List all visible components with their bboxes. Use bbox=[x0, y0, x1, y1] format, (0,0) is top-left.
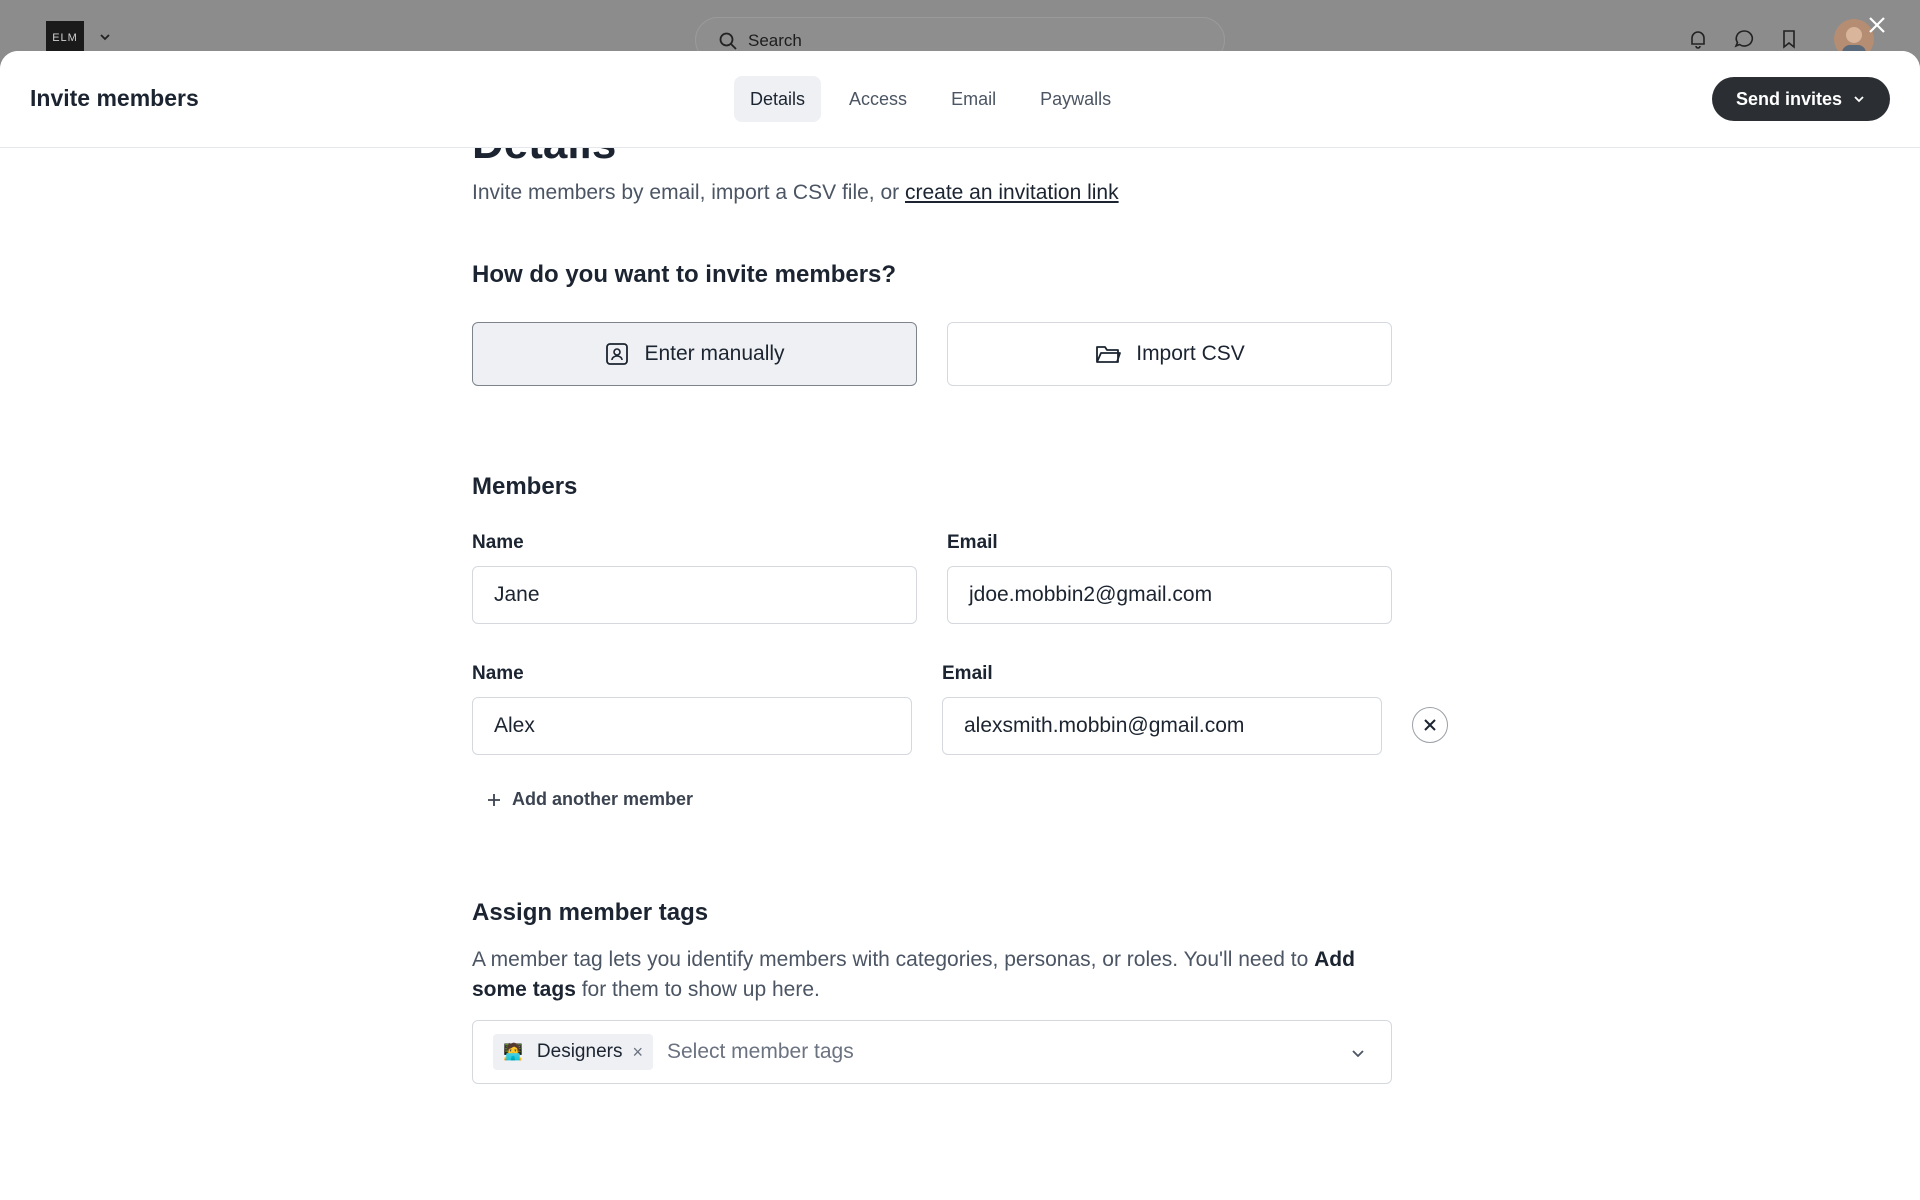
search-placeholder: Search bbox=[748, 31, 802, 50]
tags-desc-suffix: for them to show up here. bbox=[575, 978, 820, 1001]
chat-icon bbox=[1733, 28, 1755, 50]
member-1-email-input[interactable]: jdoe.mobbin2@gmail.com bbox=[947, 566, 1392, 624]
bell-icon bbox=[1687, 28, 1709, 50]
tags-desc-prefix: A member tag lets you identify members with categories, personas, or roles. You'll need to bbox=[472, 948, 1315, 971]
send-invites-button[interactable] bbox=[1712, 77, 1890, 121]
import-csv-label: Import CSV bbox=[1136, 342, 1245, 365]
tab-access[interactable]: Access bbox=[849, 89, 908, 109]
search-icon bbox=[718, 31, 738, 51]
modal-header bbox=[0, 51, 1920, 148]
close-icon[interactable] bbox=[1864, 12, 1890, 38]
chevron-down-icon bbox=[98, 30, 112, 44]
enter-manually-option[interactable] bbox=[472, 322, 917, 386]
tab-details[interactable]: Details bbox=[734, 76, 821, 122]
close-icon bbox=[1422, 717, 1438, 733]
invite-method-question: How do you want to invite members? bbox=[472, 261, 897, 288]
member-1-name-input[interactable]: Jane bbox=[472, 566, 917, 624]
tags-placeholder: Select member tags bbox=[666, 1040, 854, 1063]
name-label: Name bbox=[472, 532, 524, 553]
add-some-tags-text: Add some tags bbox=[472, 948, 1355, 1001]
assign-tags-heading: Assign member tags bbox=[472, 899, 709, 926]
chevron-down-icon bbox=[1852, 92, 1866, 106]
intro-text bbox=[472, 181, 1119, 205]
create-invitation-link[interactable]: create an invitation link bbox=[904, 181, 1119, 204]
chevron-down-icon bbox=[1349, 1044, 1367, 1062]
invite-members-modal bbox=[0, 51, 1920, 1200]
email-label: Email bbox=[947, 532, 998, 553]
import-csv-option[interactable] bbox=[947, 322, 1392, 386]
tab-email[interactable]: Email bbox=[951, 89, 997, 109]
contact-card-icon bbox=[604, 341, 630, 367]
remove-tag-icon[interactable]: × bbox=[632, 1041, 643, 1062]
email-label: Email bbox=[942, 663, 993, 684]
tag-chip-label: Designers bbox=[536, 1041, 623, 1062]
workspace-logo: ELM bbox=[46, 21, 84, 55]
bookmark-icon bbox=[1778, 28, 1800, 50]
member-2-name-input[interactable]: Alex bbox=[472, 697, 912, 755]
member-2-email-input[interactable]: alexsmith.mobbin@gmail.com bbox=[942, 697, 1382, 755]
send-invites-label: Send invites bbox=[1736, 88, 1843, 109]
remove-member-button[interactable] bbox=[1412, 707, 1448, 743]
add-another-member-label: Add another member bbox=[512, 789, 694, 809]
intro-text-body: Invite members by email, import a CSV file, or bbox=[472, 181, 905, 204]
name-label: Name bbox=[472, 663, 524, 684]
tab-paywalls[interactable]: Paywalls bbox=[1040, 89, 1112, 109]
tags-description bbox=[472, 945, 1412, 1005]
add-another-member-button[interactable] bbox=[486, 789, 693, 810]
folder-icon bbox=[1094, 341, 1122, 367]
tag-chip bbox=[493, 1034, 653, 1070]
tab-bar bbox=[734, 76, 1127, 122]
plus-icon bbox=[486, 792, 502, 808]
technologist-emoji-icon: 🧑‍💻 bbox=[503, 1044, 523, 1061]
enter-manually-label: Enter manually bbox=[644, 342, 785, 365]
page-title: Invite members bbox=[30, 85, 199, 111]
member-tags-select[interactable] bbox=[472, 1020, 1392, 1084]
members-heading: Members bbox=[472, 473, 578, 500]
